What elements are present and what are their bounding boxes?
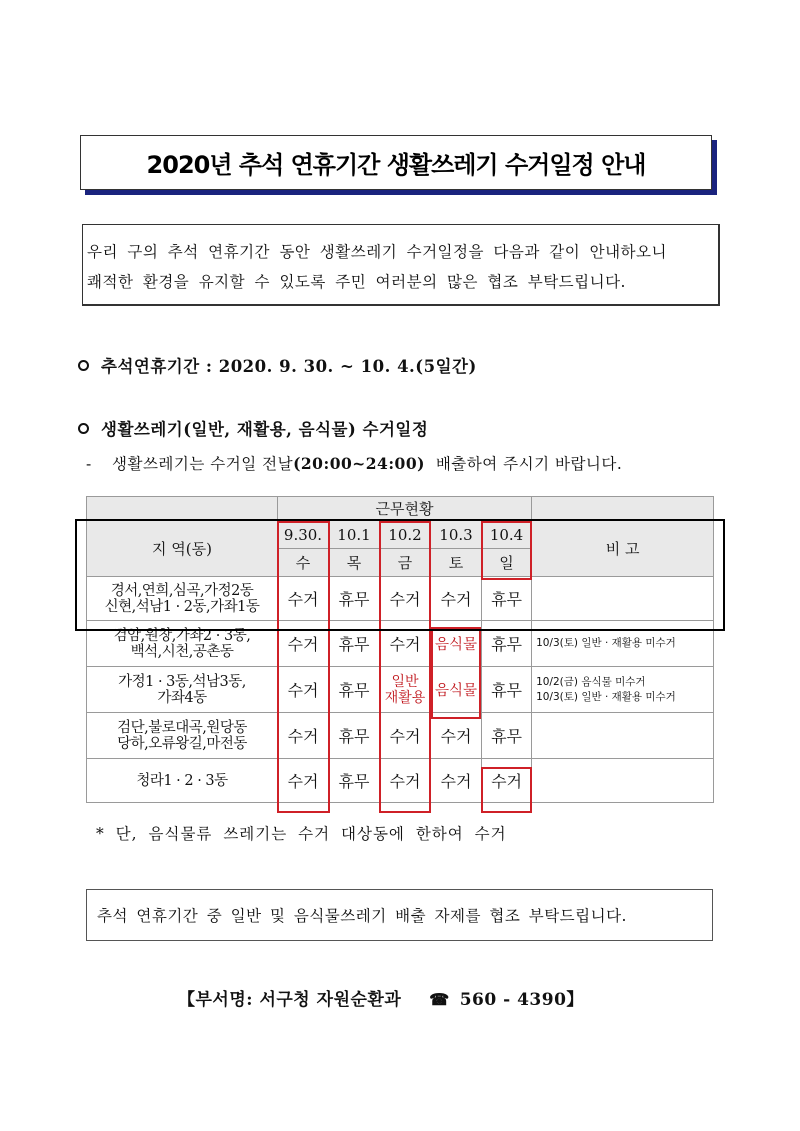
dash-bullet: -: [86, 455, 92, 473]
area-line: 가좌4동: [157, 689, 207, 706]
instruction-time: (20:00~24:00): [293, 454, 425, 473]
status-cell: 수거: [278, 759, 329, 803]
area-line: 검암,원창,가좌2 · 3동,: [113, 627, 251, 644]
status-line: 재활용: [384, 689, 426, 706]
area-line: 당하,오류왕길,마전동: [117, 735, 247, 752]
weekday-cell: 수: [278, 549, 329, 577]
status-cell-food: 음식물: [431, 667, 482, 713]
closing-text: 추석 연휴기간 중 일반 및 음식물쓰레기 배출 자제를 협조 부탁드립니다.: [97, 907, 627, 925]
status-cell: 휴무: [329, 621, 380, 667]
weekday-cell: 목: [329, 549, 380, 577]
intro-line-1: 우리 구의 추석 연휴기간 동안 생활쓰레기 수거일정을 다음과 같이 안내하오니: [87, 243, 667, 261]
note-cell: [532, 667, 714, 713]
header-blank-area: [87, 497, 278, 521]
table-row: [87, 713, 714, 759]
area-cell: [87, 759, 278, 803]
date-cell: 10.2: [380, 521, 431, 549]
status-cell: 휴무: [482, 667, 532, 713]
emphasis-frame: [75, 519, 725, 631]
note-cell: [532, 759, 714, 803]
footnote: * 단, 음식물류 쓰레기는 수거 대상동에 한하여 수거: [96, 825, 507, 843]
status-cell: 휴무: [329, 667, 380, 713]
schedule-heading-bullet: [78, 416, 428, 440]
status-cell: 수거: [278, 713, 329, 759]
department: 부서명: 서구청 자원순환과: [195, 990, 402, 1010]
table-header-row-1: [87, 497, 714, 521]
instruction-text-before: 생활쓰레기는 수거일 전날: [112, 455, 294, 473]
instruction-line: [86, 452, 622, 474]
note-line: 10/2(금) 음식물 미수거: [536, 675, 646, 688]
status-cell: 수거: [278, 577, 329, 621]
status-cell: 휴무: [482, 713, 532, 759]
note-line: 10/3(토) 일반 · 재활용 미수거: [536, 637, 676, 649]
status-cell: 수거: [278, 621, 329, 667]
status-cell: 수거: [482, 759, 532, 803]
status-cell: 수거: [431, 713, 482, 759]
area-cell: [87, 713, 278, 759]
weekday-cell: 금: [380, 549, 431, 577]
area-line: 백석,시천,공촌동: [130, 643, 234, 660]
area-line: 경서,연희,심곡,가정2동: [110, 582, 254, 599]
date-cell: 10.3: [431, 521, 482, 549]
holiday-period-bullet: [78, 353, 477, 377]
status-cell-food: 음식물: [431, 621, 482, 667]
note-header: 비 고: [532, 521, 714, 577]
intro-line-2: 쾌적한 환경을 유지할 수 있도록 주민 여러분의 많은 협조 부탁드립니다.: [87, 273, 626, 291]
page-title: 2020년 추석 연휴기간 생활쓰레기 수거일정 안내: [146, 151, 646, 179]
bracket-open: 【: [178, 990, 196, 1010]
status-cell: 수거: [380, 577, 431, 621]
header-blank-note: [532, 497, 714, 521]
area-cell: [87, 667, 278, 713]
intro-box: [82, 224, 720, 306]
phone-number: 560 - 4390: [459, 990, 567, 1010]
status-cell: 수거: [380, 759, 431, 803]
holiday-period-text: 추석연휴기간 : 2020. 9. 30. ~ 10. 4.(5일간): [101, 357, 477, 376]
status-cell-general-recycle: [380, 667, 431, 713]
schedule-heading-text: 생활쓰레기(일반, 재활용, 음식물) 수거일정: [101, 420, 429, 439]
status-cell: 휴무: [329, 759, 380, 803]
header-group: 근무현황: [278, 497, 532, 521]
area-line: 가정1 · 3동,석남3동,: [118, 673, 246, 690]
bracket-close: 】: [566, 990, 584, 1010]
circle-bullet-icon: [78, 423, 89, 434]
date-cell: 10.1: [329, 521, 380, 549]
circle-bullet-icon: [78, 360, 89, 371]
table-row: [87, 759, 714, 803]
note-cell: [532, 713, 714, 759]
weekday-cell: 토: [431, 549, 482, 577]
page-title-box: [80, 135, 712, 190]
date-cell: 10.4: [482, 521, 532, 549]
status-cell: 수거: [278, 667, 329, 713]
contact-info: [178, 985, 584, 1010]
area-line: 검단,불로대곡,원당동: [117, 719, 247, 736]
date-cell: 9.30.: [278, 521, 329, 549]
phone-icon: ☎: [429, 990, 450, 1009]
status-line: 일반: [391, 673, 419, 690]
status-cell: 수거: [380, 621, 431, 667]
area-line: 청라1 · 2 · 3동: [136, 772, 228, 789]
area-header: 지 역(동): [87, 521, 278, 577]
status-cell: 휴무: [482, 577, 532, 621]
status-cell: 휴무: [329, 713, 380, 759]
status-cell: 휴무: [329, 577, 380, 621]
status-cell: 수거: [380, 713, 431, 759]
instruction-text-after: 배출하여 주시기 바랍니다.: [435, 455, 623, 473]
note-line: 10/3(토) 일반 · 재활용 미수거: [536, 690, 676, 703]
status-cell: 수거: [431, 577, 482, 621]
closing-box: [86, 889, 713, 941]
status-cell: 수거: [431, 759, 482, 803]
area-line: 신현,석남1 · 2동,가좌1동: [104, 598, 260, 615]
status-cell: 휴무: [482, 621, 532, 667]
weekday-cell: 일: [482, 549, 532, 577]
table-row: [87, 667, 714, 713]
